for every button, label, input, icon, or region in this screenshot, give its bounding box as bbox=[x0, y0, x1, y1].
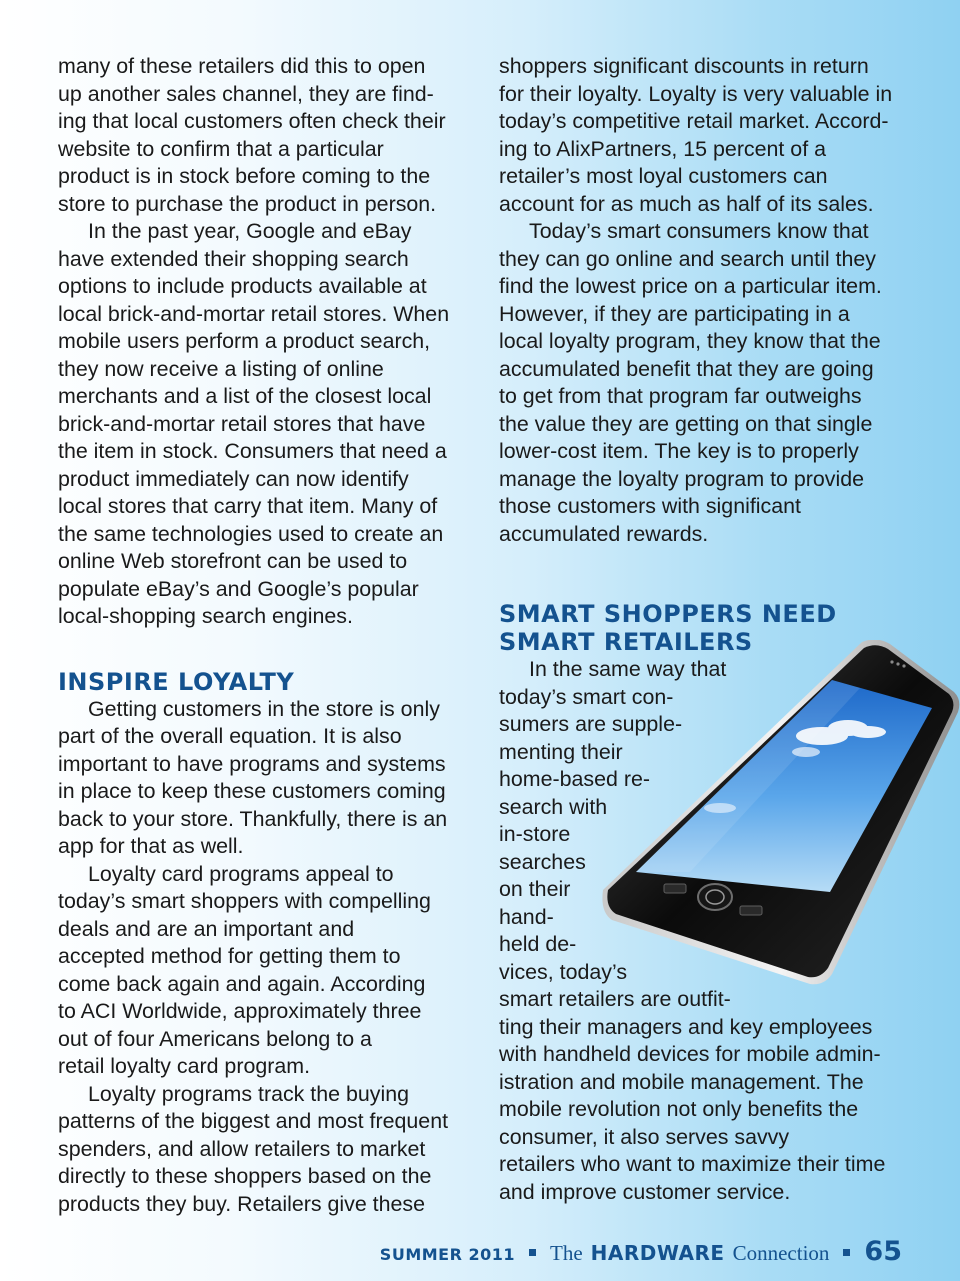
text-line: populate eBay’s and Google’s popular bbox=[58, 576, 419, 601]
text-line: today’s competitive retail market. Accord- bbox=[499, 109, 889, 133]
magazine-title-hardware: HARDWARE bbox=[590, 1241, 725, 1265]
paragraph bbox=[58, 53, 478, 218]
text-line: hand- bbox=[499, 904, 554, 929]
paragraph bbox=[58, 218, 478, 631]
text-line: deals and are an important and bbox=[58, 916, 355, 941]
separator-square bbox=[843, 1249, 850, 1256]
text-line: app for that as well. bbox=[58, 834, 244, 858]
text-line: in place to keep these customers coming bbox=[58, 779, 446, 803]
text-line: lower-cost item. The key is to properly bbox=[499, 439, 859, 463]
heading-line: SMART SHOPPERS NEED bbox=[499, 600, 837, 628]
text-line: spenders, and allow retailers to market bbox=[58, 1136, 426, 1161]
text-line: important to have programs and systems bbox=[58, 751, 446, 776]
text-line: product is in stock before coming to the bbox=[58, 164, 431, 188]
page-footer bbox=[380, 1236, 902, 1268]
text-line: find the lowest price on a particular item. bbox=[499, 274, 882, 298]
text-line: brick-and-mortar retail stores that have bbox=[58, 411, 426, 436]
text-line: mobile users perform a product search, bbox=[58, 329, 431, 353]
text-line: retailers who want to maximize their time bbox=[499, 1152, 886, 1176]
text-line: on their bbox=[499, 877, 571, 901]
text-line: accumulated rewards. bbox=[499, 521, 709, 546]
text-line: mobile revolution not only benefits the bbox=[499, 1097, 859, 1121]
text-line: In the past year, Google and eBay bbox=[88, 219, 412, 243]
text-line: many of these retailers did this to open bbox=[58, 54, 426, 78]
text-line: held de- bbox=[499, 932, 577, 956]
text-line: searches bbox=[499, 849, 586, 874]
text-line: come back again and again. According bbox=[58, 971, 426, 996]
left-column bbox=[58, 53, 478, 1218]
text-line: retailer’s most loyal customers can bbox=[499, 164, 828, 188]
section-heading-inspire-loyalty: INSPIRE LOYALTY bbox=[58, 667, 295, 696]
text-line: consumer, it also serves savvy bbox=[499, 1124, 790, 1149]
text-line: for their loyalty. Loyalty is very valuable in bbox=[499, 81, 893, 106]
paragraph bbox=[58, 861, 478, 1081]
text-line: istration and mobile management. The bbox=[499, 1069, 864, 1094]
text-line: in-store bbox=[499, 822, 571, 846]
text-line: today’s smart con- bbox=[499, 684, 674, 709]
text-line: retail loyalty card program. bbox=[58, 1054, 311, 1078]
page-number: 65 bbox=[864, 1236, 902, 1267]
text-line: smart retailers are outfit- bbox=[499, 987, 731, 1011]
magazine-title-connection: Connection bbox=[732, 1241, 830, 1265]
text-line: to ACI Worldwide, approximately three bbox=[58, 999, 422, 1023]
text-line: have extended their shopping search bbox=[58, 246, 409, 271]
text-line: and improve customer service. bbox=[499, 1179, 791, 1204]
text-line: they can go online and search until they bbox=[499, 246, 876, 271]
text-line: ting their managers and key employees bbox=[499, 1014, 873, 1039]
text-line: products they buy. Retailers give these bbox=[58, 1191, 426, 1216]
text-line: Getting customers in the store is only bbox=[88, 696, 440, 721]
text-line: they now receive a listing of online bbox=[58, 356, 384, 381]
text-line: with handheld devices for mobile admin- bbox=[499, 1042, 881, 1066]
text-line: website to confirm that a particular bbox=[58, 136, 384, 161]
text-line: directly to these shoppers based on the bbox=[58, 1164, 432, 1188]
text-line: up another sales channel, they are find- bbox=[58, 81, 434, 106]
text-line: account for as much as half of its sales. bbox=[499, 191, 874, 216]
text-line: out of four Americans belong to a bbox=[58, 1026, 372, 1051]
text-line: In the same way that bbox=[529, 657, 727, 681]
text-line: online Web storefront can be used to bbox=[58, 549, 408, 573]
paragraph bbox=[58, 1081, 478, 1219]
text-line: product immediately can now identify bbox=[58, 466, 409, 491]
text-line: home-based re- bbox=[499, 767, 650, 791]
text-line: part of the overall equation. It is also bbox=[58, 724, 402, 748]
text-line: shoppers significant discounts in return bbox=[499, 54, 869, 78]
text-line: accepted method for getting them to bbox=[58, 944, 401, 968]
text-line: local-shopping search engines. bbox=[58, 604, 353, 628]
text-line: menting their bbox=[499, 739, 623, 764]
text-line: today’s smart shoppers with compelling bbox=[58, 889, 431, 913]
paragraph bbox=[499, 218, 919, 548]
heading-line: SMART RETAILERS bbox=[499, 628, 753, 656]
text-line: vices, today’s bbox=[499, 959, 628, 984]
separator-square bbox=[529, 1249, 536, 1256]
text-line: those customers with significant bbox=[499, 494, 801, 518]
text-line: local brick-and-mortar retail stores. When bbox=[58, 301, 450, 326]
text-line: Loyalty card programs appeal to bbox=[88, 861, 394, 886]
issue-date: SUMMER 2011 bbox=[379, 1245, 516, 1264]
paragraph bbox=[58, 696, 478, 861]
text-line: to get from that program far outweighs bbox=[499, 384, 862, 408]
paragraph bbox=[499, 53, 919, 218]
text-line: options to include products available at bbox=[58, 274, 427, 298]
text-line: back to your store. Thankfully, there is an bbox=[58, 806, 448, 831]
text-line: local stores that carry that item. Many of bbox=[58, 494, 438, 518]
text-line: ing that local customers often check their bbox=[58, 109, 446, 133]
text-line: the value they are getting on that single bbox=[499, 411, 873, 436]
text-line: merchants and a list of the closest local bbox=[58, 384, 432, 408]
magazine-title-the: The bbox=[550, 1241, 583, 1265]
text-line: search with bbox=[499, 794, 608, 819]
text-line: the same technologies used to create an bbox=[58, 521, 444, 546]
text-line: store to purchase the product in person. bbox=[58, 191, 437, 216]
text-line: the item in stock. Consumers that need a bbox=[58, 439, 447, 463]
text-line: manage the loyalty program to provide bbox=[499, 466, 865, 491]
text-line: patterns of the biggest and most frequent bbox=[58, 1109, 449, 1133]
smartphone-image bbox=[600, 640, 960, 990]
text-line: local loyalty program, they know that the bbox=[499, 329, 881, 353]
text-line: ing to AlixPartners, 15 percent of a bbox=[499, 136, 826, 161]
right-column bbox=[499, 53, 919, 1206]
text-line: accumulated benefit that they are going bbox=[499, 356, 874, 381]
text-line: However, if they are participating in a bbox=[499, 301, 850, 326]
text-line: sumers are supple- bbox=[499, 712, 683, 736]
text-line: Loyalty programs track the buying bbox=[88, 1081, 410, 1106]
text-line: Today’s smart consumers know that bbox=[529, 219, 869, 243]
